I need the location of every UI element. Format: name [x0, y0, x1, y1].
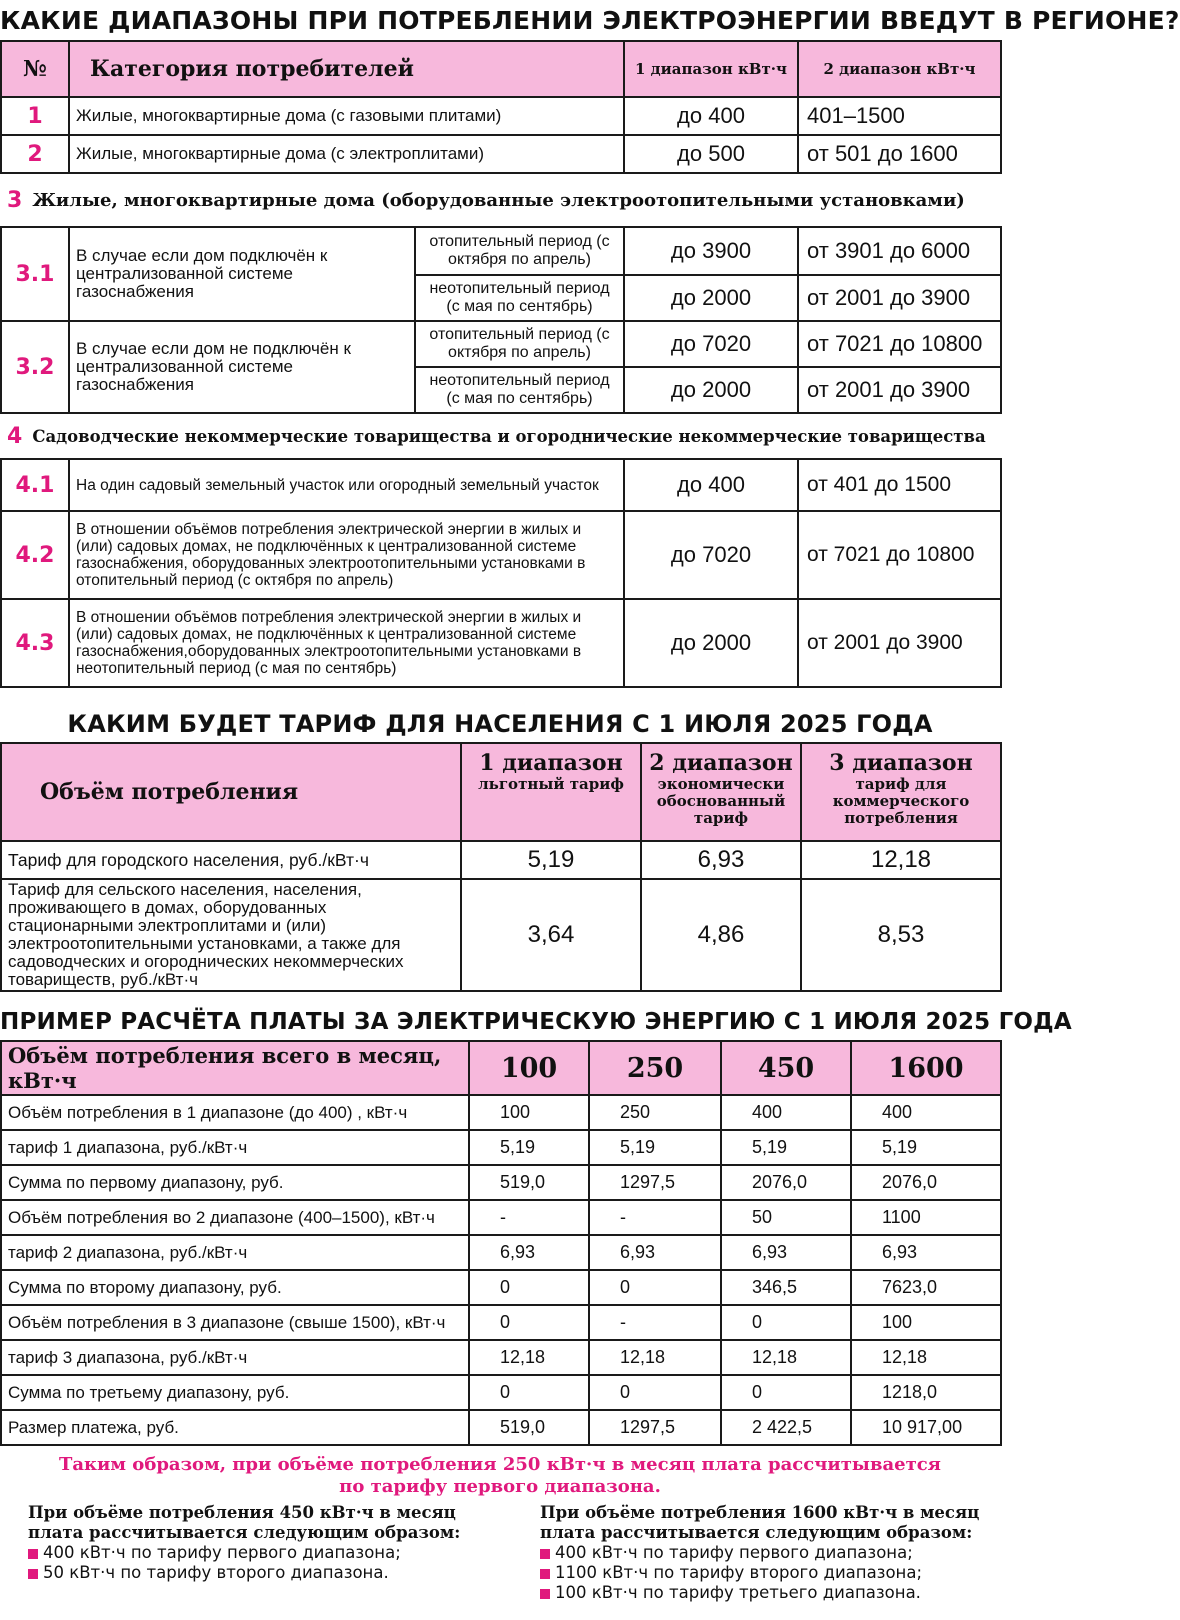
- range-row-3-2-heating: [1, 321, 1001, 367]
- note-450-item-2: [28, 1563, 468, 1583]
- row-number: 4.2: [1, 511, 69, 599]
- range1-value: до 3900: [624, 227, 798, 275]
- example-value: 250: [589, 1095, 721, 1130]
- example-row: [1, 1305, 1001, 1340]
- example-row-label: тариф 2 диапазона, руб./кВт·ч: [1, 1235, 469, 1270]
- col-range1: 1 диапазон кВт·ч: [624, 41, 798, 97]
- example-row: [1, 1410, 1001, 1445]
- example-row: [1, 1235, 1001, 1270]
- col-range2: 2 диапазон кВт·ч: [798, 41, 1001, 97]
- example-value: -: [469, 1200, 589, 1235]
- col-category: Категория потребителей: [69, 41, 624, 97]
- example-row: [1, 1130, 1001, 1165]
- example-value: 519,0: [469, 1410, 589, 1445]
- example-value: 7623,0: [851, 1270, 1001, 1305]
- example-value: 400: [721, 1095, 851, 1130]
- ranges-body-table: [0, 40, 1002, 688]
- note-item-text: 1100 кВт·ч по тарифу второго диапазона;: [555, 1563, 923, 1582]
- example-value: 0: [469, 1270, 589, 1305]
- example-row-label: Объём потребления во 2 диапазоне (400–1500), кВт·ч: [1, 1200, 469, 1235]
- range-row-3-1-heating: [1, 227, 1001, 275]
- example-row-label: тариф 1 диапазона, руб./кВт·ч: [1, 1130, 469, 1165]
- tariff-urban-row: [1, 841, 1001, 879]
- example-col-450: 450: [721, 1041, 851, 1095]
- example-row: [1, 1375, 1001, 1410]
- example-value: -: [589, 1200, 721, 1235]
- example-value: 5,19: [721, 1130, 851, 1165]
- example-value: 5,19: [589, 1130, 721, 1165]
- example-value: 0: [589, 1270, 721, 1305]
- row-number: 2: [1, 135, 69, 173]
- example-value: 6,93: [721, 1235, 851, 1270]
- note-450-item-1: [28, 1543, 468, 1563]
- example-value: 2076,0: [721, 1165, 851, 1200]
- example-row: [1, 1200, 1001, 1235]
- row-category: Жилые, многоквартирные дома (с газовыми плитами): [69, 97, 624, 135]
- note-1600-item-2: [540, 1563, 990, 1583]
- example-header-row: [1, 1041, 1001, 1095]
- example-value: 6,93: [469, 1235, 589, 1270]
- range2-value: от 2001 до 3900: [798, 275, 1001, 321]
- note-1600-head-1: При объёме потребления 1600 кВт·ч в месяц: [540, 1503, 980, 1522]
- range-row-1: [1, 97, 1001, 135]
- note-item-text: 400 кВт·ч по тарифу первого диапазона;: [43, 1543, 401, 1562]
- row-category: В случае если дом подключён к централизованной системе газоснабжения: [69, 227, 415, 321]
- tariff-col-1: [461, 743, 641, 841]
- section-title: Садоводческие некоммерческие товарищества и огороднические некоммерческие товарищества: [32, 426, 986, 446]
- tariff-rural-row: [1, 879, 1001, 991]
- example-row-label: тариф 3 диапазона, руб./кВт·ч: [1, 1340, 469, 1375]
- example-value: 12,18: [469, 1340, 589, 1375]
- example-table: [0, 1040, 1002, 1446]
- square-bullet-icon: [28, 1549, 38, 1559]
- tariff-col-2-title: 2 диапазон: [649, 750, 793, 776]
- range1-value: до 2000: [624, 367, 798, 413]
- tariff-header-row: [1, 743, 1001, 841]
- example-value: 12,18: [851, 1340, 1001, 1375]
- example-value: 5,19: [469, 1130, 589, 1165]
- note-item-text: 50 кВт·ч по тарифу второго диапазона.: [43, 1563, 389, 1582]
- period-label: неотопительный период (с мая по сентябрь): [415, 275, 624, 321]
- square-bullet-icon: [28, 1569, 38, 1579]
- range2-value: от 401 до 1500: [798, 459, 1001, 511]
- tariff-col-3-sub: тариф для коммерческого потребления: [832, 775, 970, 827]
- range2-value: 401–1500: [798, 97, 1001, 135]
- section-title: Жилые, многоквартирные дома (оборудованные электроотопительными установками): [32, 189, 965, 211]
- row-number: 4.1: [1, 459, 69, 511]
- range-row-4-3: [1, 599, 1001, 687]
- range2-value: от 7021 до 10800: [798, 511, 1001, 599]
- section-3-row: [1, 173, 1001, 227]
- example-title: ПРИМЕР РАСЧЁТА ПЛАТЫ ЗА ЭЛЕКТРИЧЕСКУЮ ЭНЕРГИЮ С 1 ИЮЛЯ 2025 ГОДА: [0, 1009, 1072, 1035]
- example-value: 100: [469, 1095, 589, 1130]
- col-no: №: [1, 41, 69, 97]
- example-value: 0: [469, 1375, 589, 1410]
- example-row: [1, 1270, 1001, 1305]
- example-value: 5,19: [851, 1130, 1001, 1165]
- conclusion-note: [0, 1454, 1000, 1498]
- square-bullet-icon: [540, 1589, 550, 1599]
- period-label: неотопительный период (с мая по сентябрь): [415, 367, 624, 413]
- row-category: Жилые, многоквартирные дома (с электроплитами): [69, 135, 624, 173]
- tariff-col-2: [641, 743, 801, 841]
- example-value: 1218,0: [851, 1375, 1001, 1410]
- note-450-head-1: При объёме потребления 450 кВт·ч в месяц: [28, 1503, 456, 1522]
- range2-value: от 2001 до 3900: [798, 367, 1001, 413]
- square-bullet-icon: [540, 1569, 550, 1579]
- example-row: [1, 1165, 1001, 1200]
- example-value: 1100: [851, 1200, 1001, 1235]
- note-1600-item-3: [540, 1583, 990, 1603]
- example-value: 12,18: [721, 1340, 851, 1375]
- row-category: На один садовый земельный участок или огородный земельный участок: [69, 459, 624, 511]
- range1-value: до 400: [624, 459, 798, 511]
- range1-value: до 7020: [624, 511, 798, 599]
- example-value: 519,0: [469, 1165, 589, 1200]
- example-value: 2 422,5: [721, 1410, 851, 1445]
- ranges-title: КАКИЕ ДИАПАЗОНЫ ПРИ ПОТРЕБЛЕНИИ ЭЛЕКТРОЭНЕРГИИ ВВЕДУТ В РЕГИОНЕ?: [0, 6, 1180, 35]
- note-1600-head-2: плата рассчитывается следующим образом:: [540, 1523, 973, 1542]
- section-number: 4: [7, 423, 23, 449]
- tariff-title: КАКИМ БУДЕТ ТАРИФ ДЛЯ НАСЕЛЕНИЯ С 1 ИЮЛЯ 2025 ГОДА: [67, 710, 933, 738]
- tariff-value-2: 4,86: [641, 879, 801, 991]
- example-row-label: Сумма по второму диапазону, руб.: [1, 1270, 469, 1305]
- example-value: 0: [469, 1305, 589, 1340]
- section-4-row: [1, 413, 1001, 459]
- tariff-col-3: [801, 743, 1001, 841]
- tariff-col-3-title: 3 диапазон: [829, 750, 973, 776]
- example-value: 2076,0: [851, 1165, 1001, 1200]
- range2-value: от 7021 до 10800: [798, 321, 1001, 367]
- tariff-col-1-title: 1 диапазон: [479, 750, 623, 776]
- tariff-col-1-sub: льготный тариф: [478, 775, 624, 793]
- section-number: 3: [7, 187, 23, 213]
- row-category: В отношении объёмов потребления электрической энергии в жилых и (или) садовых домах, не подключённых к централизованной системе газоснабжения, оборудованных электроотопительными установками в отопительный период (с октября по апрель): [69, 511, 624, 599]
- note-1600: [540, 1503, 990, 1603]
- example-value: 1297,5: [589, 1165, 721, 1200]
- example-value: 6,93: [851, 1235, 1001, 1270]
- row-number: 4.3: [1, 599, 69, 687]
- tariff-row-label: Тариф для сельского населения, населения, проживающего в домах, оборудованных стационарными электроплитами и (или) электроотопительными установками, а также для садоводческих и огороднических некоммерческих товариществ, руб./кВт·ч: [1, 879, 461, 991]
- row-number: 3.2: [1, 321, 69, 413]
- example-row: [1, 1340, 1001, 1375]
- note-item-text: 100 кВт·ч по тарифу третьего диапазона.: [555, 1583, 921, 1602]
- example-value: 6,93: [589, 1235, 721, 1270]
- row-category: В отношении объёмов потребления электрической энергии в жилых и (или) садовых домах, не подключённых к централизованной системе газоснабжения,оборудованных электроотопительными установками в неотопительный период (с мая по сентябрь): [69, 599, 624, 687]
- period-label: отопительный период (с октября по апрель): [415, 321, 624, 367]
- range1-value: до 7020: [624, 321, 798, 367]
- example-row-label: Объём потребления в 1 диапазоне (до 400) , кВт·ч: [1, 1095, 469, 1130]
- example-row-label: Размер платежа, руб.: [1, 1410, 469, 1445]
- example-row-label: Объём потребления в 3 диапазоне (свыше 1500), кВт·ч: [1, 1305, 469, 1340]
- note-1600-item-1: [540, 1543, 990, 1563]
- example-col-100: 100: [469, 1041, 589, 1095]
- example-col-250: 250: [589, 1041, 721, 1095]
- example-value: 50: [721, 1200, 851, 1235]
- example-value: 0: [721, 1375, 851, 1410]
- tariff-row-label: Тариф для городского населения, руб./кВт·ч: [1, 841, 461, 879]
- note-450: [28, 1503, 468, 1583]
- period-label: отопительный период (с октября по апрель): [415, 227, 624, 275]
- range-row-2: [1, 135, 1001, 173]
- conclusion-line-1: Таким образом, при объёме потребления 250 кВт·ч в месяц плата рассчитывается: [59, 1454, 941, 1475]
- tariff-value-3: 8,53: [801, 879, 1001, 991]
- row-number: 3.1: [1, 227, 69, 321]
- note-450-head-2: плата рассчитывается следующим образом:: [28, 1523, 461, 1542]
- example-value: 100: [851, 1305, 1001, 1340]
- range1-value: до 2000: [624, 599, 798, 687]
- example-value: -: [589, 1305, 721, 1340]
- note-item-text: 400 кВт·ч по тарифу первого диапазона;: [555, 1543, 913, 1562]
- example-label-header: Объём потребления всего в месяц, кВт·ч: [1, 1041, 469, 1095]
- tariff-value-1: 3,64: [461, 879, 641, 991]
- tariff-value-2: 6,93: [641, 841, 801, 879]
- range-row-4-2: [1, 511, 1001, 599]
- square-bullet-icon: [540, 1549, 550, 1559]
- range1-value: до 500: [624, 135, 798, 173]
- example-row-label: Сумма по третьему диапазону, руб.: [1, 1375, 469, 1410]
- range1-value: до 2000: [624, 275, 798, 321]
- tariff-value-3: 12,18: [801, 841, 1001, 879]
- range2-value: от 2001 до 3900: [798, 599, 1001, 687]
- example-value: 0: [589, 1375, 721, 1410]
- conclusion-line-2: по тарифу первого диапазона.: [339, 1476, 661, 1497]
- range1-value: до 400: [624, 97, 798, 135]
- example-col-1600: 1600: [851, 1041, 1001, 1095]
- ranges-header-row: [1, 41, 1001, 97]
- example-row-label: Сумма по первому диапазону, руб.: [1, 1165, 469, 1200]
- tariff-label-header: Объём потребления: [1, 743, 461, 841]
- tariff-table: [0, 742, 1002, 992]
- example-value: 10 917,00: [851, 1410, 1001, 1445]
- example-value: 346,5: [721, 1270, 851, 1305]
- range2-value: от 3901 до 6000: [798, 227, 1001, 275]
- row-category: В случае если дом не подключён к централизованной системе газоснабжения: [69, 321, 415, 413]
- example-value: 1297,5: [589, 1410, 721, 1445]
- example-value: 400: [851, 1095, 1001, 1130]
- tariff-col-2-sub: экономически обоснованный тариф: [656, 775, 786, 827]
- example-row: [1, 1095, 1001, 1130]
- example-value: 0: [721, 1305, 851, 1340]
- tariff-value-1: 5,19: [461, 841, 641, 879]
- row-number: 1: [1, 97, 69, 135]
- range-row-4-1: [1, 459, 1001, 511]
- range2-value: от 501 до 1600: [798, 135, 1001, 173]
- example-value: 12,18: [589, 1340, 721, 1375]
